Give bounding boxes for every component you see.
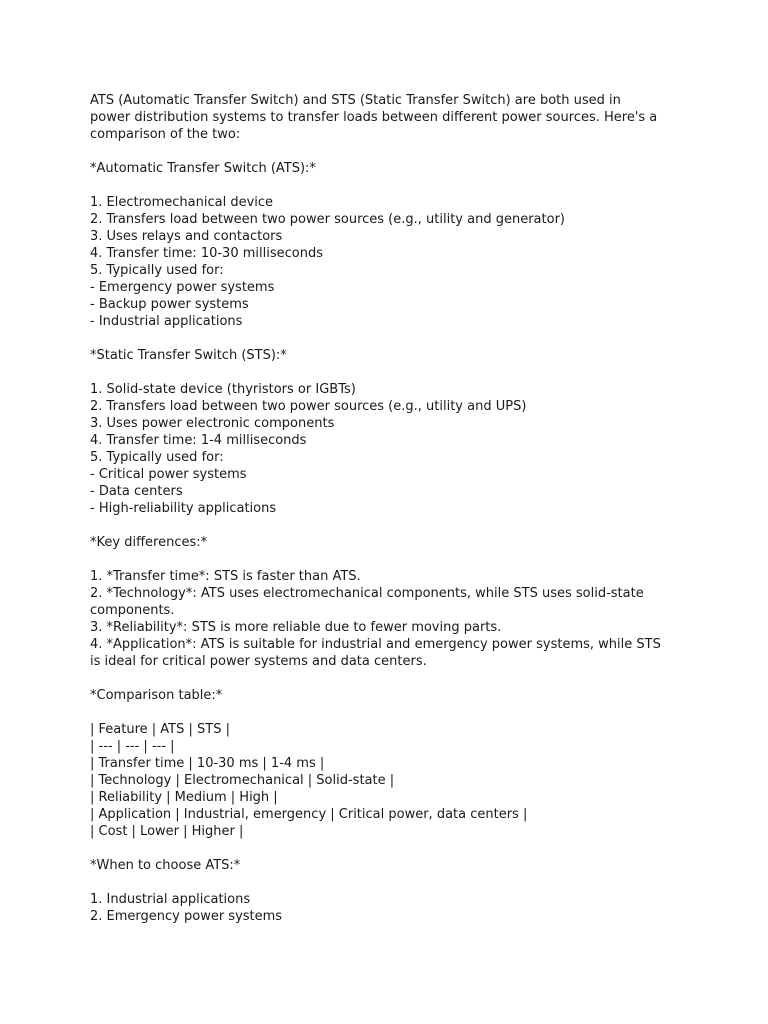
blank-line	[90, 670, 690, 687]
table-row: | Application | Industrial, emergency | Critical power, data centers |	[90, 807, 528, 822]
sts-use-1: - Critical power systems	[90, 467, 247, 482]
blank-line	[90, 551, 690, 568]
ats-item-5: 5. Typically used for:	[90, 263, 224, 278]
when-to-choose-ats-heading: *When to choose ATS:*	[90, 858, 241, 873]
table-row: | Reliability | Medium | High |	[90, 790, 278, 805]
intro-line-2: power distribution systems to transfer loads between different power sources. Here's a	[90, 110, 658, 125]
difference-4: 4. *Application*: ATS is suitable for industrial and emergency power systems, while STS	[90, 637, 661, 652]
ats-use-3: - Industrial applications	[90, 314, 243, 329]
ats-item-1: 1. Electromechanical device	[90, 195, 274, 210]
blank-line	[90, 704, 690, 721]
ats-heading: *Automatic Transfer Switch (ATS):*	[90, 161, 316, 176]
difference-1: 1. *Transfer time*: STS is faster than ATS.	[90, 569, 361, 584]
blank-line	[90, 143, 690, 160]
sts-item-1: 1. Solid-state device (thyristors or IGBTs)	[90, 382, 356, 397]
sts-item-3: 3. Uses power electronic components	[90, 416, 335, 431]
intro-line-3: comparison of the two:	[90, 127, 241, 142]
sts-use-3: - High-reliability applications	[90, 501, 277, 516]
ats-item-2: 2. Transfers load between two power sources (e.g., utility and generator)	[90, 212, 565, 227]
blank-line	[90, 874, 690, 891]
ats-item-4: 4. Transfer time: 10-30 milliseconds	[90, 246, 323, 261]
comparison-table-heading: *Comparison table:*	[90, 688, 223, 703]
table-row: | Technology | Electromechanical | Solid-state |	[90, 773, 395, 788]
choose-ats-item-2: 2. Emergency power systems	[90, 909, 283, 924]
sts-item-2: 2. Transfers load between two power sources (e.g., utility and UPS)	[90, 399, 527, 414]
sts-item-4: 4. Transfer time: 1-4 milliseconds	[90, 433, 307, 448]
blank-line	[90, 177, 690, 194]
sts-heading: *Static Transfer Switch (STS):*	[90, 348, 287, 363]
sts-use-2: - Data centers	[90, 484, 183, 499]
ats-use-1: - Emergency power systems	[90, 280, 275, 295]
table-row: | --- | --- | --- |	[90, 739, 175, 754]
ats-item-3: 3. Uses relays and contactors	[90, 229, 283, 244]
difference-2-cont: components.	[90, 603, 175, 618]
blank-line	[90, 364, 690, 381]
table-row: | Feature | ATS | STS |	[90, 722, 230, 737]
choose-ats-item-1: 1. Industrial applications	[90, 892, 251, 907]
blank-line	[90, 517, 690, 534]
sts-item-5: 5. Typically used for:	[90, 450, 224, 465]
key-differences-heading: *Key differences:*	[90, 535, 208, 550]
table-row: | Transfer time | 10-30 ms | 1-4 ms |	[90, 756, 325, 771]
ats-use-2: - Backup power systems	[90, 297, 249, 312]
difference-2: 2. *Technology*: ATS uses electromechanical components, while STS uses solid-state	[90, 586, 644, 601]
blank-line	[90, 840, 690, 857]
difference-3: 3. *Reliability*: STS is more reliable due to fewer moving parts.	[90, 620, 502, 635]
table-row: | Cost | Lower | Higher |	[90, 824, 244, 839]
document-body	[90, 92, 690, 925]
intro-line-1: ATS (Automatic Transfer Switch) and STS (Static Transfer Switch) are both used in	[90, 93, 621, 108]
difference-4-cont: is ideal for critical power systems and data centers.	[90, 654, 427, 669]
blank-line	[90, 330, 690, 347]
